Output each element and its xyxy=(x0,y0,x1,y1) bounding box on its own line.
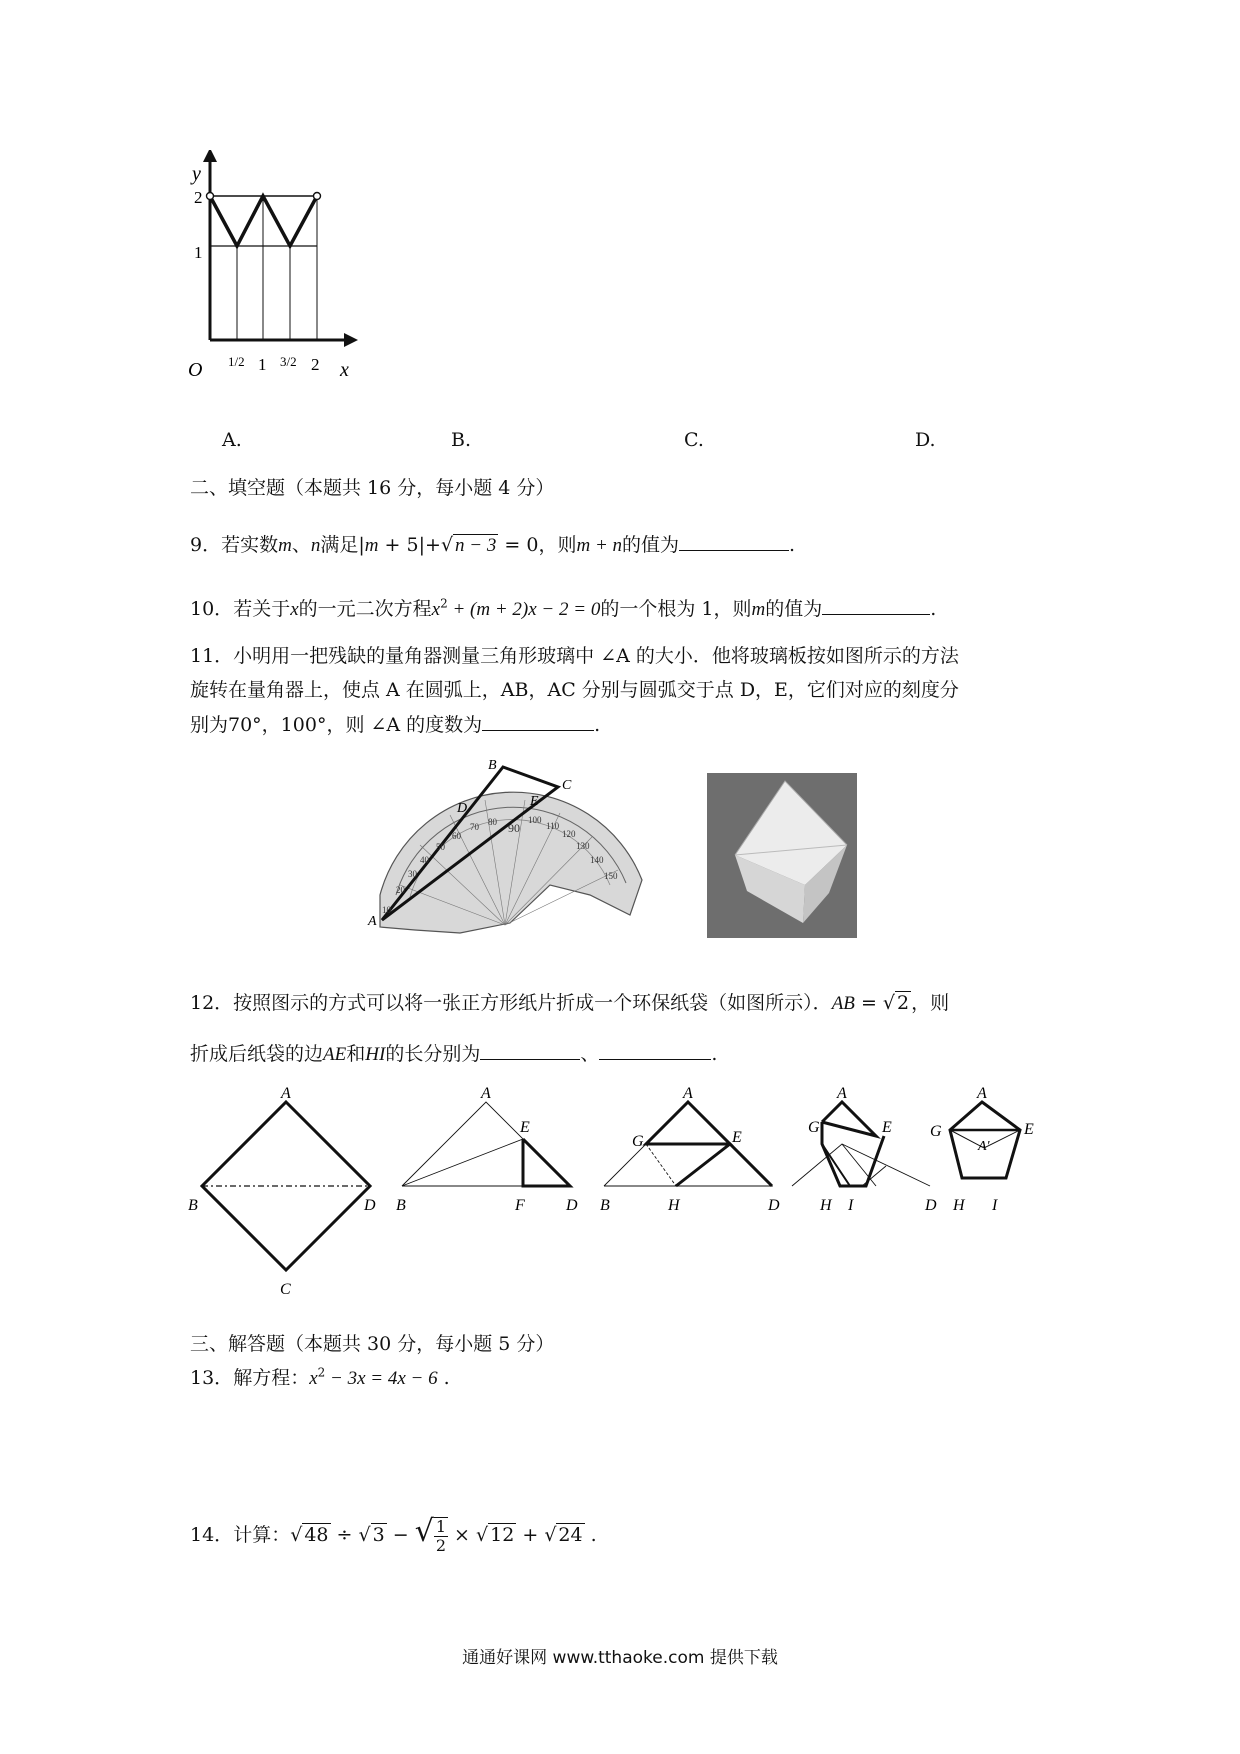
origin-label: O xyxy=(188,359,203,380)
svg-text:E: E xyxy=(882,1119,892,1136)
function-graph xyxy=(180,150,410,380)
answer-blank[interactable] xyxy=(822,592,930,615)
fraction-one-half: $\frac{1}{2}$ xyxy=(435,1517,447,1555)
svg-text:120: 120 xyxy=(562,829,576,839)
svg-text:H: H xyxy=(820,1197,832,1214)
fold-figure-2 xyxy=(396,1085,578,1214)
question-13: 13．解方程：$x^2 - 3x = 4x - 6$ . xyxy=(190,1365,450,1389)
y-tick-1: 1 xyxy=(194,243,203,262)
answer-blank[interactable] xyxy=(482,708,594,731)
label-a: A xyxy=(368,914,377,929)
svg-text:40: 40 xyxy=(420,855,429,865)
svg-text:F: F xyxy=(515,1197,525,1214)
section-2-heading: 二、填空题（本题共 16 分，每小题 4 分） xyxy=(190,477,555,499)
option-d: D. xyxy=(915,429,936,451)
question-11-line-2: 旋转在量角器上，使点 A 在圆弧上，AB，AC 分别与圆弧交于点 D，E，它们对应的刻度分 xyxy=(190,679,959,701)
svg-text:E: E xyxy=(1024,1121,1034,1138)
option-c: C. xyxy=(684,429,704,451)
x-tick-half: 1/2 xyxy=(228,354,245,369)
x-axis-label: x xyxy=(340,359,349,380)
svg-text:A: A xyxy=(683,1085,693,1102)
svg-text:20: 20 xyxy=(396,885,405,895)
svg-text:110: 110 xyxy=(546,821,560,831)
svg-text:10: 10 xyxy=(382,905,391,915)
svg-text:70: 70 xyxy=(470,822,479,832)
svg-text:C: C xyxy=(280,1281,291,1298)
svg-text:140: 140 xyxy=(590,855,604,865)
question-12-line-2: 折成后纸袋的边AE和HI的长分别为 、 . xyxy=(190,1037,717,1071)
question-11-line-1: 11．小明用一把残缺的量角器测量三角形玻璃中 ∠A 的大小．他将玻璃板按如图所示的方法 xyxy=(190,645,959,667)
answer-blank-1[interactable] xyxy=(480,1037,580,1060)
protractor-figure xyxy=(360,755,650,945)
footer-text: 通通好课网 www.tthaoke.com 提供下载 xyxy=(462,1648,778,1668)
svg-text:90: 90 xyxy=(508,821,520,835)
x-tick-1: 1 xyxy=(258,355,267,374)
svg-text:B: B xyxy=(188,1197,198,1214)
question-12-line-1: 12．按照图示的方式可以将一张正方形纸片折成一个环保纸袋（如图所示）．AB = √ 2 ，则 xyxy=(190,992,950,1014)
svg-text:B: B xyxy=(396,1197,406,1214)
svg-text:H: H xyxy=(953,1197,965,1214)
svg-text:130: 130 xyxy=(576,841,590,851)
fold-figure-3 xyxy=(600,1085,780,1214)
svg-text:D: D xyxy=(364,1197,376,1214)
folding-diagrams xyxy=(180,1082,1080,1302)
svg-text:A: A xyxy=(481,1085,491,1102)
svg-text:E: E xyxy=(520,1119,530,1136)
svg-text:H: H xyxy=(668,1197,680,1214)
label-d: D xyxy=(457,801,468,816)
x-tick-three-halves: 3/2 xyxy=(280,354,297,369)
svg-text:I: I xyxy=(992,1197,998,1214)
svg-text:150: 150 xyxy=(604,871,618,881)
svg-text:E: E xyxy=(732,1129,742,1146)
label-e: E xyxy=(530,794,539,809)
svg-text:100: 100 xyxy=(528,815,542,825)
svg-text:I: I xyxy=(848,1197,854,1214)
answer-blank[interactable] xyxy=(679,528,789,551)
option-b: B. xyxy=(451,429,472,451)
svg-text:30: 30 xyxy=(408,869,417,879)
svg-text:60: 60 xyxy=(452,831,461,841)
svg-text:80: 80 xyxy=(488,817,497,827)
label-c: C xyxy=(562,778,572,793)
svg-text:A': A' xyxy=(978,1139,990,1154)
fold-figure-1 xyxy=(188,1085,376,1298)
label-b: B xyxy=(488,758,497,773)
x-tick-2: 2 xyxy=(311,355,320,374)
svg-text:50: 50 xyxy=(436,842,445,852)
fold-figure-4 xyxy=(792,1085,937,1214)
question-9: 9．若实数m、n满足|m + 5|+√ n − 3 = 0，则m + n的值为 . xyxy=(190,528,795,562)
svg-text:G: G xyxy=(930,1123,942,1140)
question-11-line-3: 别为70°，100°，则 ∠A 的度数为 . xyxy=(190,708,600,741)
svg-text:A: A xyxy=(977,1085,987,1102)
option-a: A. xyxy=(222,429,242,451)
y-axis-label: y xyxy=(192,163,201,185)
fold-figure-5 xyxy=(930,1085,1034,1214)
svg-text:D: D xyxy=(925,1197,937,1214)
y-tick-2: 2 xyxy=(194,188,203,207)
sqrt-expression: n − 3 xyxy=(455,535,497,556)
question-14: 14．计算：√ 48 ÷ √ 3 − √ $\frac{1}{2}$ × √ 12 + √ 24 . xyxy=(190,1514,597,1555)
svg-text:A: A xyxy=(837,1085,847,1102)
section-3-heading: 三、解答题（本题共 30 分，每小题 5 分） xyxy=(190,1333,555,1355)
svg-text:B: B xyxy=(600,1197,610,1214)
svg-text:D: D xyxy=(768,1197,780,1214)
question-10: 10．若关于x的一元二次方程$x^2 + (m + 2)x - 2 = 0$的一个根为 1，则m的值为 . xyxy=(190,592,936,626)
svg-text:A: A xyxy=(281,1085,291,1102)
svg-text:D: D xyxy=(566,1197,578,1214)
svg-text:G: G xyxy=(632,1133,644,1150)
paper-bag-photo xyxy=(707,773,857,938)
svg-text:G: G xyxy=(808,1119,820,1136)
answer-blank-2[interactable] xyxy=(599,1037,711,1060)
